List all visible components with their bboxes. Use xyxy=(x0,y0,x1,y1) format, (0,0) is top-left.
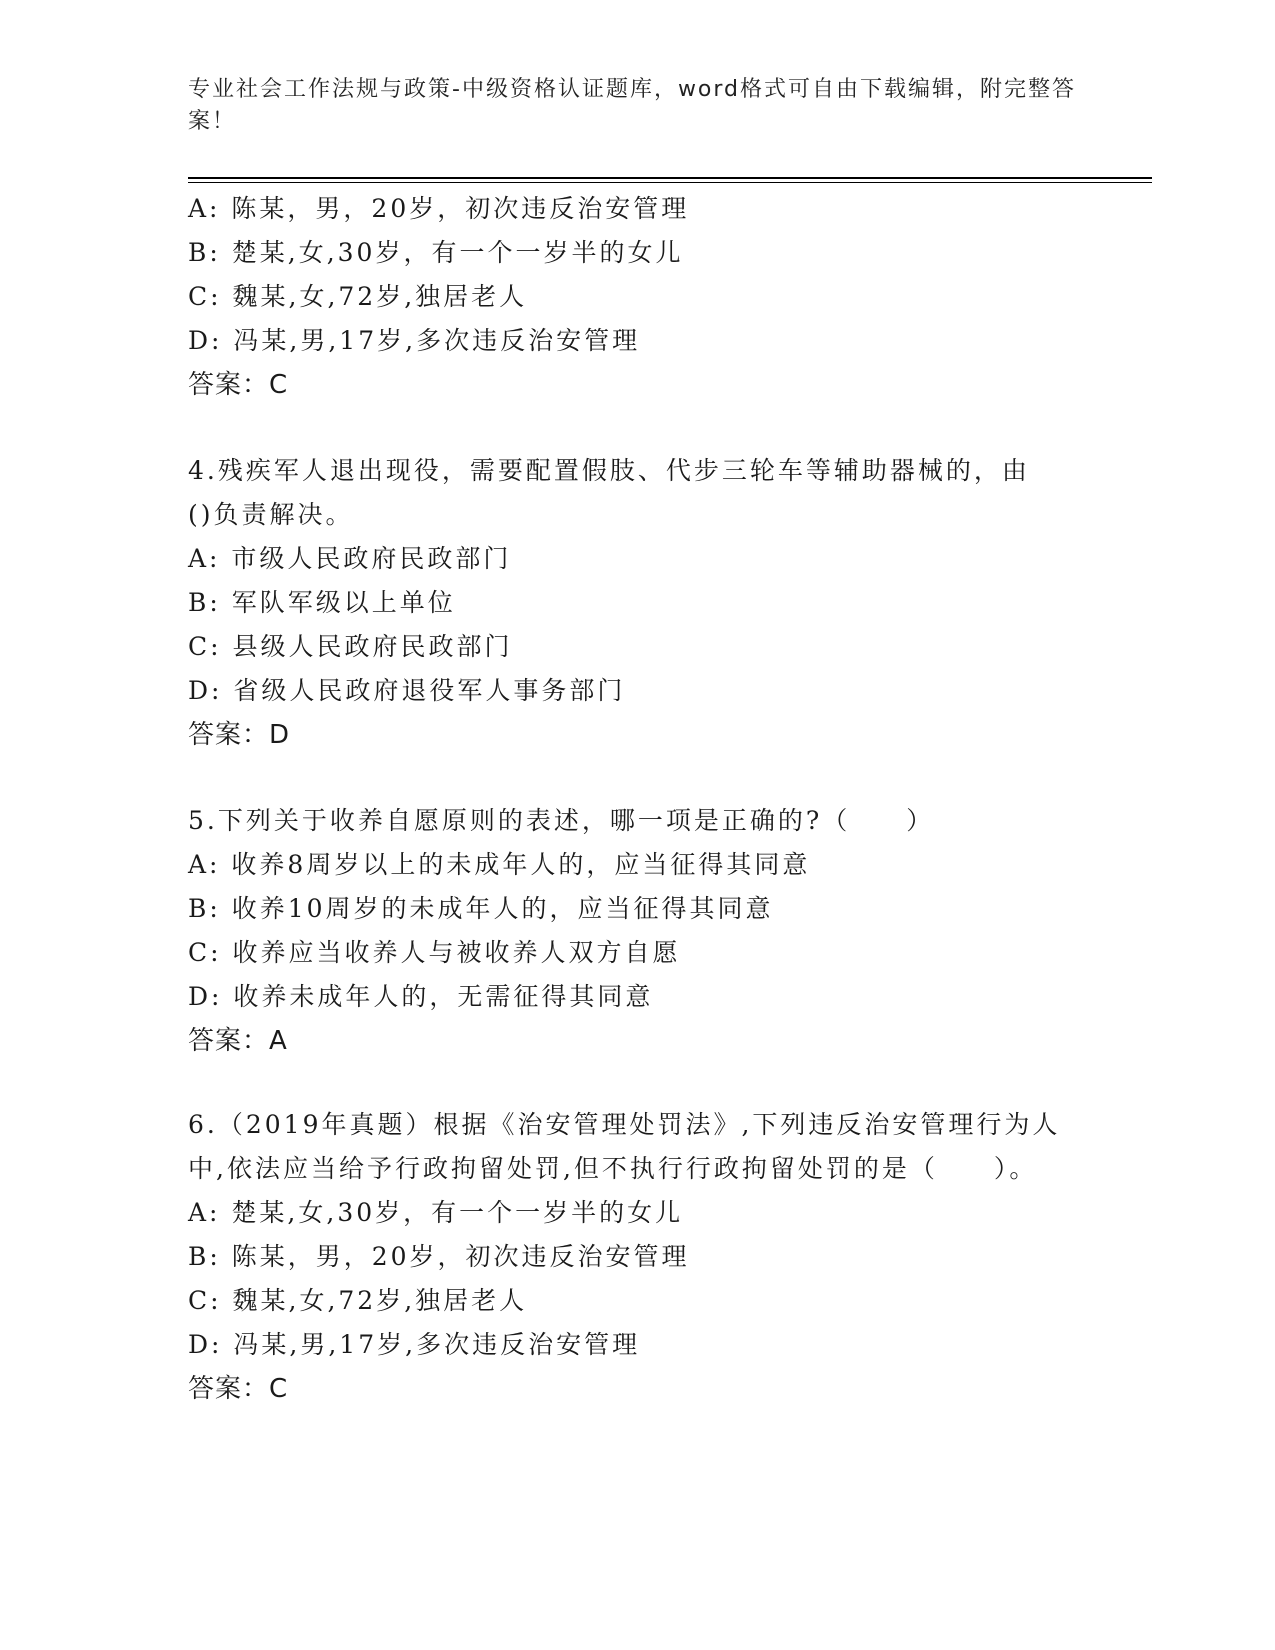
q6-stem-line1: 6.（2019年真题）根据《治安管理处罚法》,下列违反治安管理行为人 xyxy=(188,1110,1061,1139)
q6-answer: 答案：C xyxy=(188,1374,289,1404)
q5-answer: 答案：A xyxy=(188,1026,288,1056)
q4-option-a: A: 市级人民政府民政部门 xyxy=(188,544,512,573)
q3-option-a: A: 陈某，男，20岁，初次违反治安管理 xyxy=(188,194,690,223)
q5-option-b: B: 收养10周岁的未成年人的，应当征得其同意 xyxy=(188,894,774,923)
header-rule-thin xyxy=(188,182,1152,183)
q4-option-d: D: 省级人民政府退役军人事务部门 xyxy=(188,676,626,705)
q6-option-a: A: 楚某,女,30岁，有一个一岁半的女儿 xyxy=(188,1198,684,1227)
document-header: 专业社会工作法规与政策-中级资格认证题库，word格式可自由下载编辑，附完整答案！ xyxy=(188,77,1077,134)
q6-option-c: C: 魏某,女,72岁,独居老人 xyxy=(188,1286,528,1315)
q3-option-c: C: 魏某,女,72岁,独居老人 xyxy=(188,282,528,311)
q3-answer: 答案：C xyxy=(188,370,289,400)
q5-option-c: C: 收养应当收养人与被收养人双方自愿 xyxy=(188,938,681,967)
q6-stem-line2: 中,依法应当给予行政拘留处罚,但不执行行政拘留处罚的是（ ）。 xyxy=(188,1154,1038,1183)
header-rule-thick xyxy=(188,177,1152,179)
q4-stem-line1: 4.残疾军人退出现役，需要配置假肢、代步三轮车等辅助器械的，由 xyxy=(188,456,1030,485)
q4-stem-line2: ()负责解决。 xyxy=(188,500,354,529)
q4-answer: 答案：D xyxy=(188,720,291,750)
q6-option-b: B: 陈某，男，20岁，初次违反治安管理 xyxy=(188,1242,690,1271)
q4-option-b: B: 军队军级以上单位 xyxy=(188,588,456,617)
q5-option-a: A: 收养8周岁以上的未成年人的，应当征得其同意 xyxy=(188,850,811,879)
q5-option-d: D: 收养未成年人的，无需征得其同意 xyxy=(188,982,654,1011)
q6-option-d: D: 冯某,男,17岁,多次违反治安管理 xyxy=(188,1330,641,1359)
q5-stem-line1: 5.下列关于收养自愿原则的表述，哪一项是正确的?（ ） xyxy=(188,806,935,835)
q3-option-b: B: 楚某,女,30岁，有一个一岁半的女儿 xyxy=(188,238,684,267)
q4-option-c: C: 县级人民政府民政部门 xyxy=(188,632,513,661)
q3-option-d: D: 冯某,男,17岁,多次违反治安管理 xyxy=(188,326,641,355)
